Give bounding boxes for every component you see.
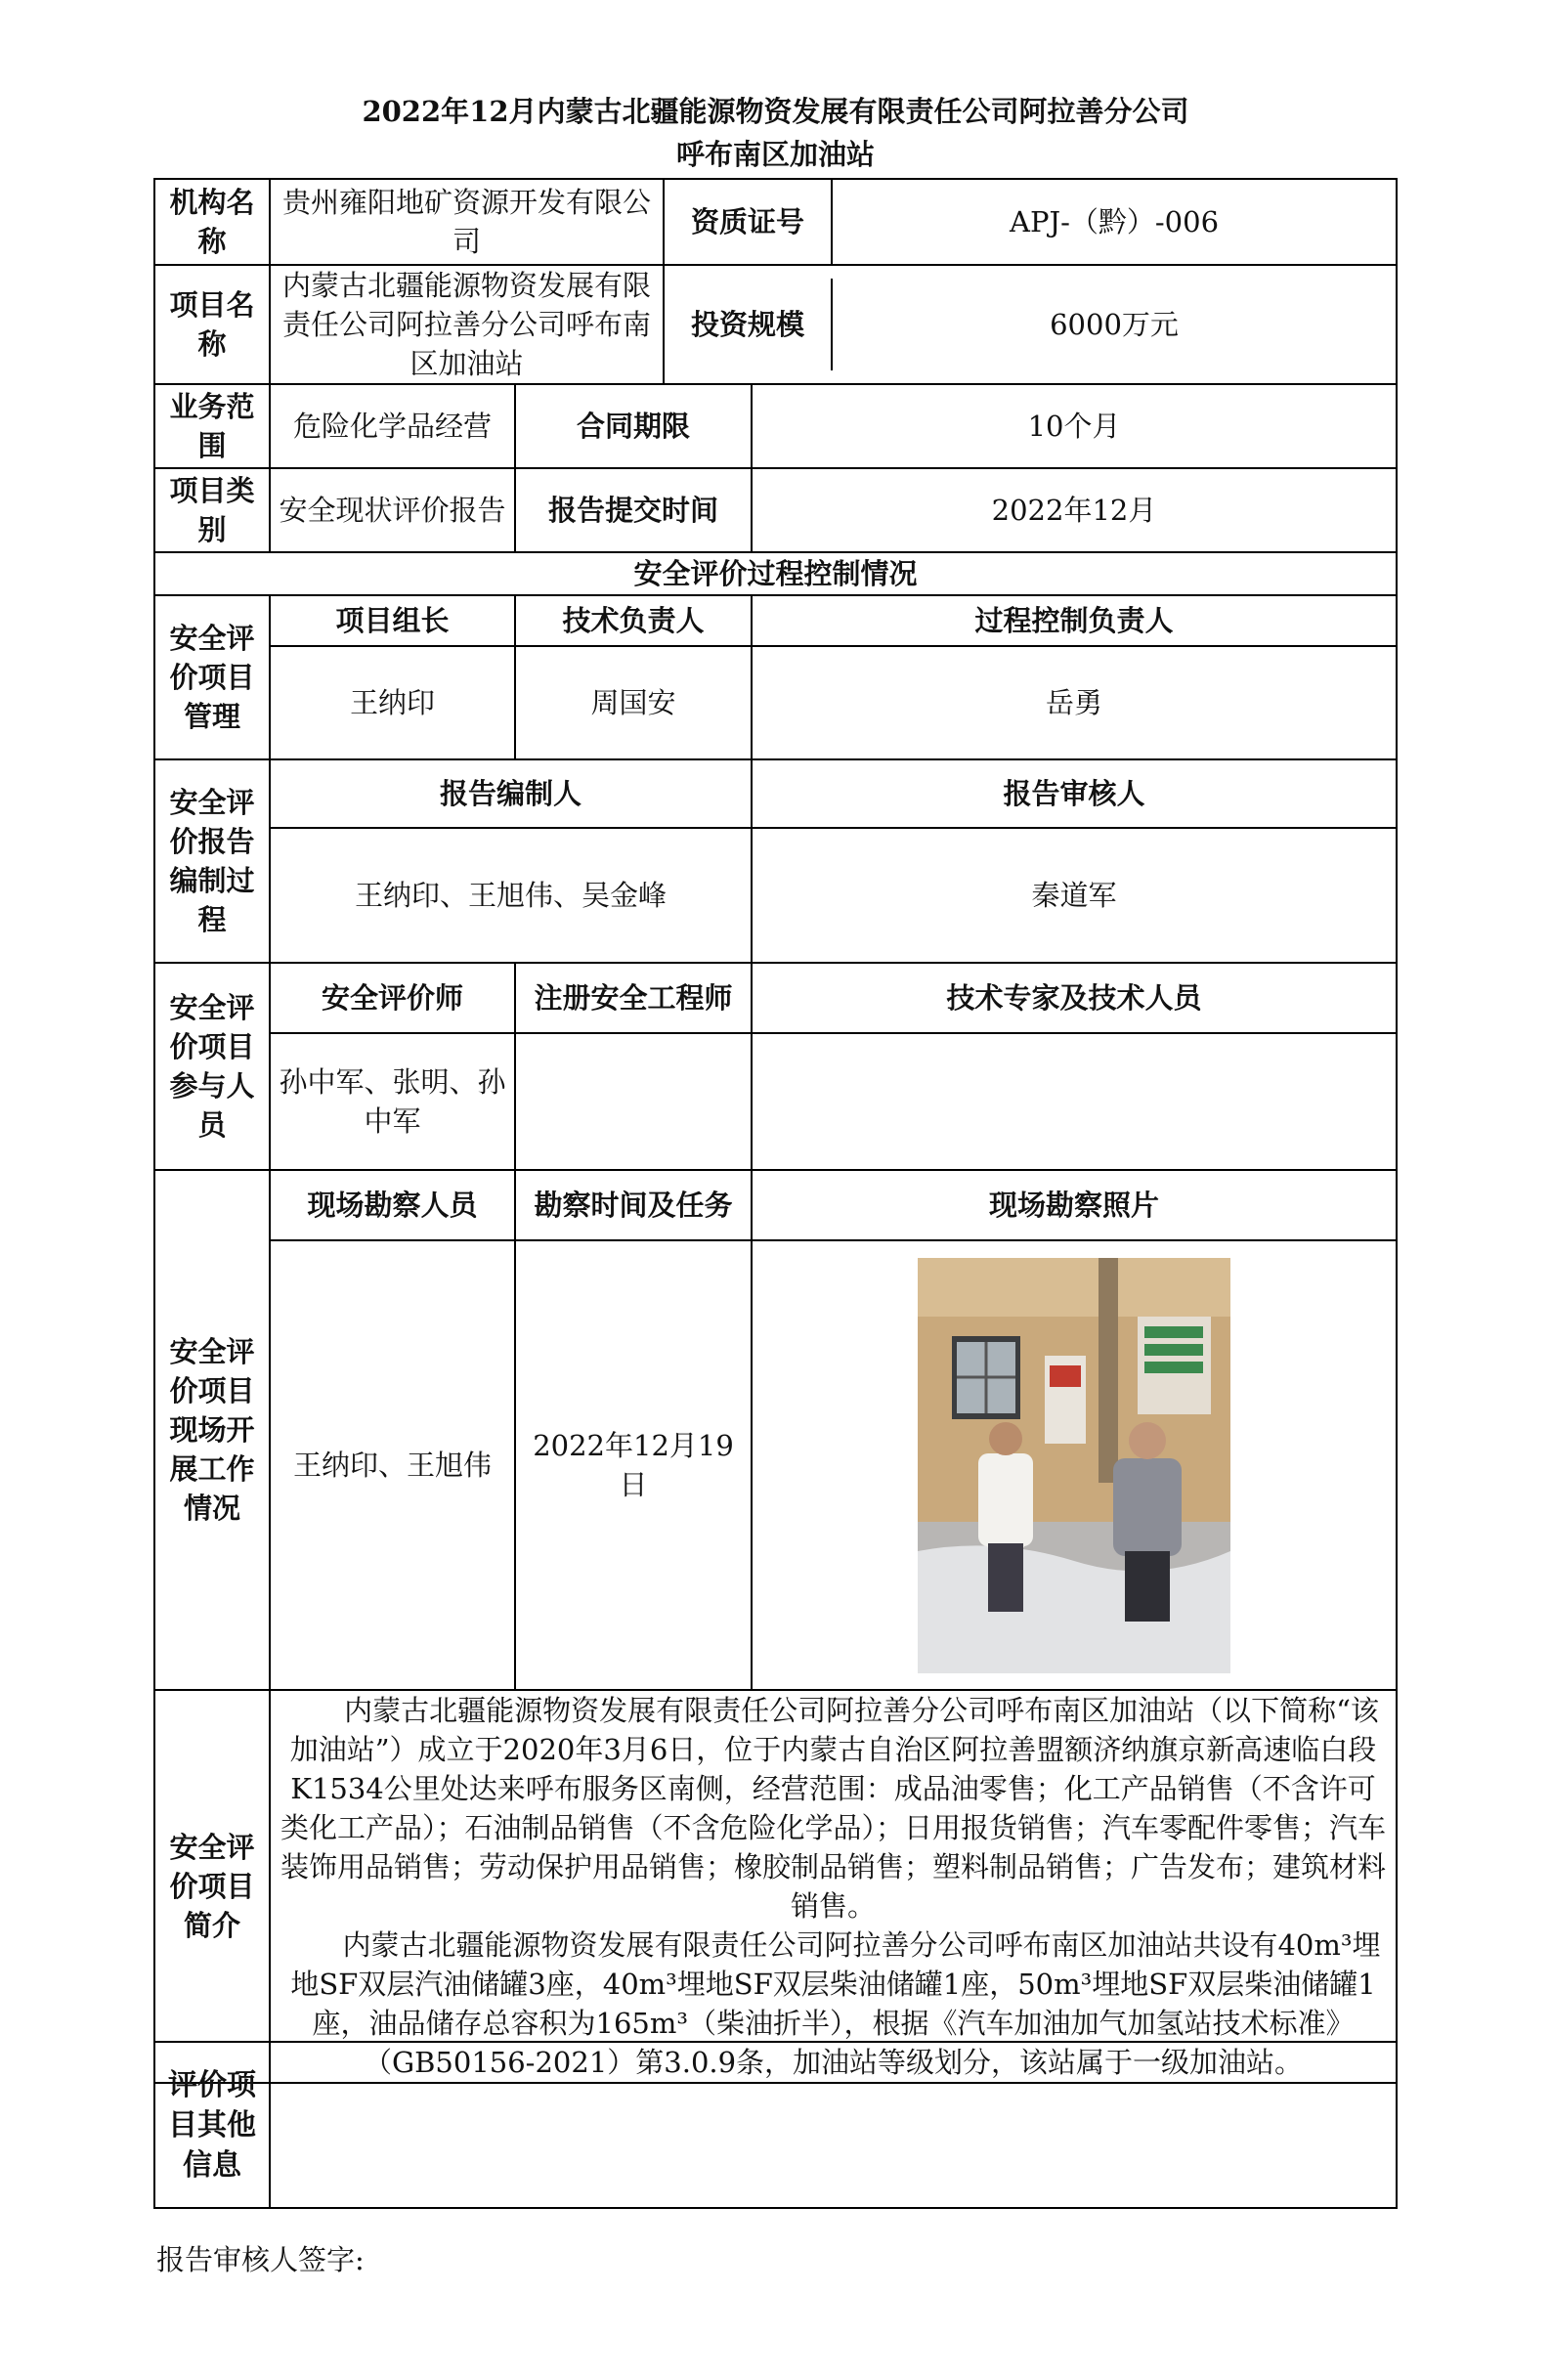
report-author-header: 报告编制人 bbox=[270, 759, 752, 828]
site-header-row bbox=[154, 1170, 1397, 1240]
title-line-2: 呼布南区加油站 bbox=[675, 138, 875, 171]
scope-label: 业务范围 bbox=[154, 384, 270, 468]
type-value: 安全现状评价报告 bbox=[270, 468, 515, 552]
site-photo bbox=[918, 1258, 1230, 1673]
participants-label: 安全评价项目参与人员 bbox=[154, 963, 270, 1170]
site-col1-header: 现场勘察人员 bbox=[270, 1170, 515, 1240]
project-label: 项目名称 bbox=[154, 265, 270, 384]
type-label: 项目类别 bbox=[154, 468, 270, 552]
report-reviewer-header: 报告审核人 bbox=[752, 759, 1397, 828]
site-photo-cell bbox=[752, 1240, 1397, 1690]
site-value-row bbox=[154, 1240, 1397, 1690]
submit-label: 报告提交时间 bbox=[515, 468, 752, 552]
management-col2-value: 周国安 bbox=[515, 646, 752, 759]
invest-label: 投资规模 bbox=[665, 279, 833, 370]
other-info-row bbox=[154, 2042, 1397, 2208]
management-col3-value: 岳勇 bbox=[752, 646, 1397, 759]
participants-col2-value bbox=[515, 1033, 752, 1170]
intro-paragraph-1: 内蒙古北疆能源物资发展有限责任公司阿拉善分公司呼布南区加油站（以下简称“该加油站”）成立于2020年3月6日，位于内蒙古自治区阿拉善盟额济纳旗京新高速临白段K1534公里处达来呼布服务区南侧，经营范围：成品油零售；化工产品销售（不含许可类化工产品）；石油制品销售（不含危险化学品）；日用报货销售；汽车零配件零售；汽车装饰用品销售；劳动保护用品销售；橡胶制品销售；塑料制品销售；广告发布；建筑材料销售。 bbox=[280, 1694, 1387, 1923]
org-row bbox=[154, 179, 1397, 265]
site-col3-header: 现场勘察照片 bbox=[752, 1170, 1397, 1240]
report-author-value: 王纳印、王旭伟、吴金峰 bbox=[270, 828, 752, 963]
report-header-row bbox=[154, 759, 1397, 828]
scope-row bbox=[154, 384, 1397, 468]
process-heading-row bbox=[154, 552, 1397, 595]
participants-col3-value bbox=[752, 1033, 1397, 1170]
other-info-table bbox=[153, 2041, 1398, 2209]
management-col3-header: 过程控制负责人 bbox=[752, 595, 1397, 646]
participants-col2-header: 注册安全工程师 bbox=[515, 963, 752, 1033]
project-row bbox=[154, 265, 1397, 384]
management-header-row bbox=[154, 595, 1397, 646]
scope-value: 危险化学品经营 bbox=[270, 384, 515, 468]
intro-content bbox=[270, 1690, 1397, 2083]
org-label: 机构名称 bbox=[154, 179, 270, 265]
project-value: 内蒙古北疆能源物资发展有限责任公司阿拉善分公司呼布南区加油站 bbox=[270, 265, 664, 384]
site-label: 安全评价项目现场开展工作情况 bbox=[154, 1170, 270, 1690]
cert-value: APJ-（黔）-006 bbox=[1010, 205, 1220, 238]
management-col1-value: 王纳印 bbox=[270, 646, 515, 759]
process-heading: 安全评价过程控制情况 bbox=[154, 552, 1397, 595]
invest-value: 6000万元 bbox=[1050, 308, 1179, 341]
participants-col1-header: 安全评价师 bbox=[270, 963, 515, 1033]
intro-paragraph-2: 内蒙古北疆能源物资发展有限责任公司阿拉善分公司呼布南区加油站共设有40m³埋地SF双层汽油储罐3座，40m³埋地SF双层柴油储罐1座，50m³埋地SF双层柴油储罐1座，油品储存总容积为165m³（柴油折半），根据《汽车加油加气加氢站技术标准》（GB50156-2021）第3.0.9条，加油站等级划分，该站属于一级加油站。 bbox=[290, 1928, 1381, 2079]
type-row bbox=[154, 468, 1397, 552]
management-col1-header: 项目组长 bbox=[270, 595, 515, 646]
report-reviewer-value: 秦道军 bbox=[752, 828, 1397, 963]
evaluation-info-table bbox=[153, 178, 1398, 2084]
participants-header-row bbox=[154, 963, 1397, 1033]
site-col2-header: 勘察时间及任务 bbox=[515, 1170, 752, 1240]
title-line-1: 2022年12月内蒙古北疆能源物资发展有限责任公司阿拉善分公司 bbox=[362, 95, 1189, 128]
management-col2-header: 技术负责人 bbox=[515, 595, 752, 646]
intro-label: 安全评价项目简介 bbox=[154, 1690, 270, 2083]
contract-label: 合同期限 bbox=[515, 384, 752, 468]
submit-value: 2022年12月 bbox=[752, 468, 1397, 552]
site-col1-value: 王纳印、王旭伟 bbox=[270, 1240, 515, 1690]
intro-row bbox=[154, 1690, 1397, 2083]
management-label: 安全评价项目管理 bbox=[154, 595, 270, 759]
other-info-label: 评价项目其他信息 bbox=[154, 2042, 270, 2208]
contract-value: 10个月 bbox=[752, 384, 1397, 468]
org-value: 贵州雍阳地矿资源开发有限公司 bbox=[270, 179, 664, 265]
management-value-row bbox=[154, 646, 1397, 759]
reviewer-signature-label: 报告审核人签字: bbox=[156, 2243, 365, 2276]
document-title bbox=[0, 90, 1551, 176]
participants-value-row bbox=[154, 1033, 1397, 1170]
participants-col3-header: 技术专家及技术人员 bbox=[752, 963, 1397, 1033]
cert-label: 资质证号 bbox=[665, 180, 833, 264]
other-info-value bbox=[270, 2042, 1397, 2208]
participants-col1-value: 孙中军、张明、孙中军 bbox=[270, 1033, 515, 1170]
report-label: 安全评价报告编制过程 bbox=[154, 759, 270, 963]
site-col2-value: 2022年12月19日 bbox=[515, 1240, 752, 1690]
report-value-row bbox=[154, 828, 1397, 963]
